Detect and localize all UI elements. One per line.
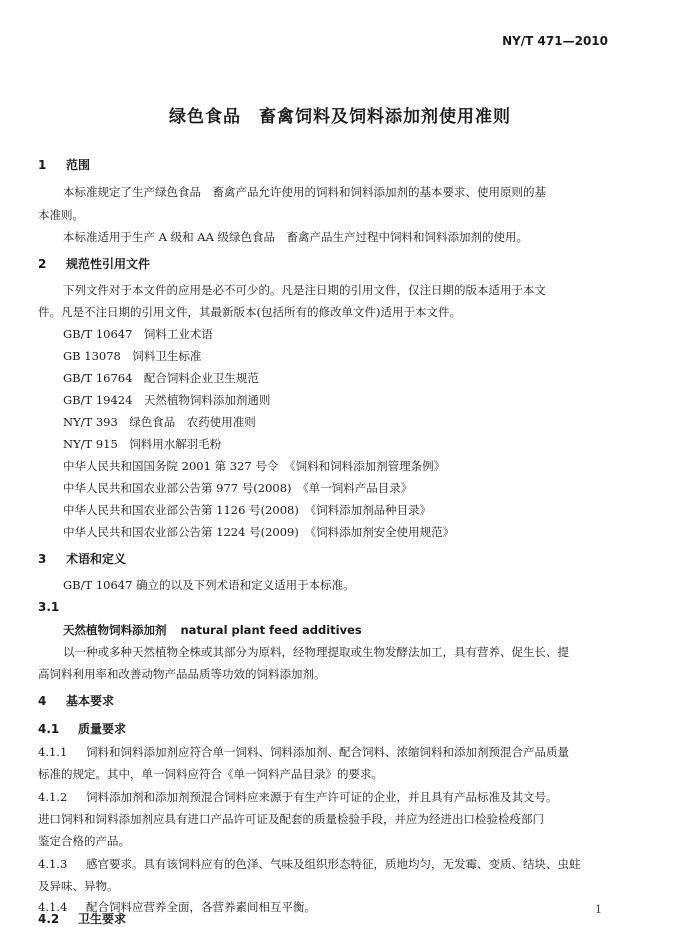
clause-4-1-1: [38, 744, 569, 760]
clause-text: 饲料添加剂和添加剂预混合饲料应来源于有生产许可证的企业，并且具有产品标准及其文号。: [86, 790, 558, 804]
document-title: 绿色食品 畜禽饲料及饲料添加剂使用准则: [169, 107, 511, 127]
subsection-title: 质量要求: [78, 722, 127, 736]
clause-text: 感官要求。具有该饲料应有的色泽、气味及组织形态特征，质地均匀，无发霉、变质、结块、虫蛀: [86, 857, 581, 871]
paragraph: GB/T 10647 确立的以及下列术语和定义适用于本标准。: [63, 578, 355, 592]
section-2-heading: [38, 255, 150, 272]
paragraph-continuation: 进口饲料和饲料添加剂应具有进口产品许可证及配套的质量检验手段，并应为经进出口检验检疫部门: [38, 812, 544, 826]
paragraph-continuation: 标准的规定。其中，单一饲料应符合《单一饲料产品目录》的要求。: [38, 767, 383, 781]
section-number: 4: [38, 694, 47, 708]
reference-item: 中华人民共和国国务院 2001 第 327 号令 《饲料和饲料添加剂管理条例》: [63, 459, 446, 473]
subsection-title: 卫生要求: [78, 912, 127, 926]
section-number: 1: [38, 158, 47, 172]
clause-text: 配合饲料应营养全面，各营养素间相互平衡。: [86, 900, 316, 914]
reference-item: NY/T 393 绿色食品 农药使用准则: [63, 415, 256, 429]
clause-text: 饲料和饲料添加剂应符合单一饲料、饲料添加剂、配合饲料、浓缩饲料和添加剂预混合产品质量: [86, 745, 569, 759]
paragraph-continuation: 鉴定合格的产品。: [38, 834, 130, 848]
page-number: 1: [595, 903, 602, 916]
paragraph-continuation: 件。凡是不注日期的引用文件，其最新版本(包括所有的修改单文件)适用于本文件。: [38, 305, 461, 319]
clause-number: 4.1.2: [38, 790, 68, 804]
paragraph: 本标准适用于生产 A 级和 AA 级绿色食品 畜禽产品生产过程中饲料和饲料添加剂的使用。: [63, 230, 529, 244]
reference-item: GB/T 10647 饲料工业术语: [63, 327, 213, 341]
paragraph: 本标准规定了生产绿色食品 畜禽产品允许使用的饲料和饲料添加剂的基本要求、使用原则的基: [63, 185, 546, 199]
reference-item: GB 13078 饲料卫生标准: [63, 349, 202, 363]
paragraph-continuation: 本准则。: [38, 208, 84, 222]
section-number: 3: [38, 552, 47, 566]
reference-item: GB/T 19424 天然植物饲料添加剂通则: [63, 393, 271, 407]
subsection-4-2-heading: [38, 910, 126, 927]
clause-number: 4.1.1: [38, 745, 68, 759]
clause-number: 4.1.4: [38, 900, 68, 914]
clause-number: 4.1.3: [38, 857, 68, 871]
reference-item: 中华人民共和国农业部公告第 1126 号(2008) 《饲料添加剂品种目录》: [63, 503, 432, 517]
section-title: 基本要求: [66, 694, 115, 708]
section-title: 规范性引用文件: [66, 257, 151, 271]
section-title: 范围: [66, 158, 91, 172]
section-3-heading: [38, 550, 126, 567]
subsection-4-1-heading: [38, 720, 126, 737]
section-title: 术语和定义: [66, 552, 127, 566]
subsection-number: 4.1: [38, 722, 60, 736]
standard-number: NY/T 471—2010: [502, 34, 608, 48]
paragraph: 下列文件对于本文件的应用是必不可少的。凡是注日期的引用文件，仅注日期的版本适用于本文: [63, 283, 546, 297]
reference-item: 中华人民共和国农业部公告第 977 号(2008) 《单一饲料产品目录》: [63, 481, 413, 495]
section-4-heading: [38, 692, 114, 709]
term-line: [63, 622, 362, 638]
section-number: 2: [38, 257, 47, 271]
clause-4-1-3: [38, 856, 581, 872]
clause-4-1-2: [38, 789, 558, 805]
reference-item: NY/T 915 饲料用水解羽毛粉: [63, 437, 222, 451]
subsection-number: 4.2: [38, 912, 60, 926]
section-1-heading: [38, 156, 90, 173]
paragraph-continuation: 及异味、异物。: [38, 879, 119, 893]
reference-item: 中华人民共和国农业部公告第 1224 号(2009) 《饲料添加剂安全使用规范》: [63, 525, 455, 539]
term-definition-continuation: 高饲料利用率和改善动物产品品质等功效的饲料添加剂。: [38, 667, 326, 681]
subsection-number: 3.1: [38, 600, 60, 614]
term-chinese: 天然植物饲料添加剂: [63, 623, 167, 637]
term-english: natural plant feed additives: [180, 623, 362, 637]
reference-item: GB/T 16764 配合饲料企业卫生规范: [63, 371, 259, 385]
term-definition: 以一种或多种天然植物全株或其部分为原料，经物理提取或生物发酵法加工，具有营养、促生长、提: [63, 645, 569, 659]
